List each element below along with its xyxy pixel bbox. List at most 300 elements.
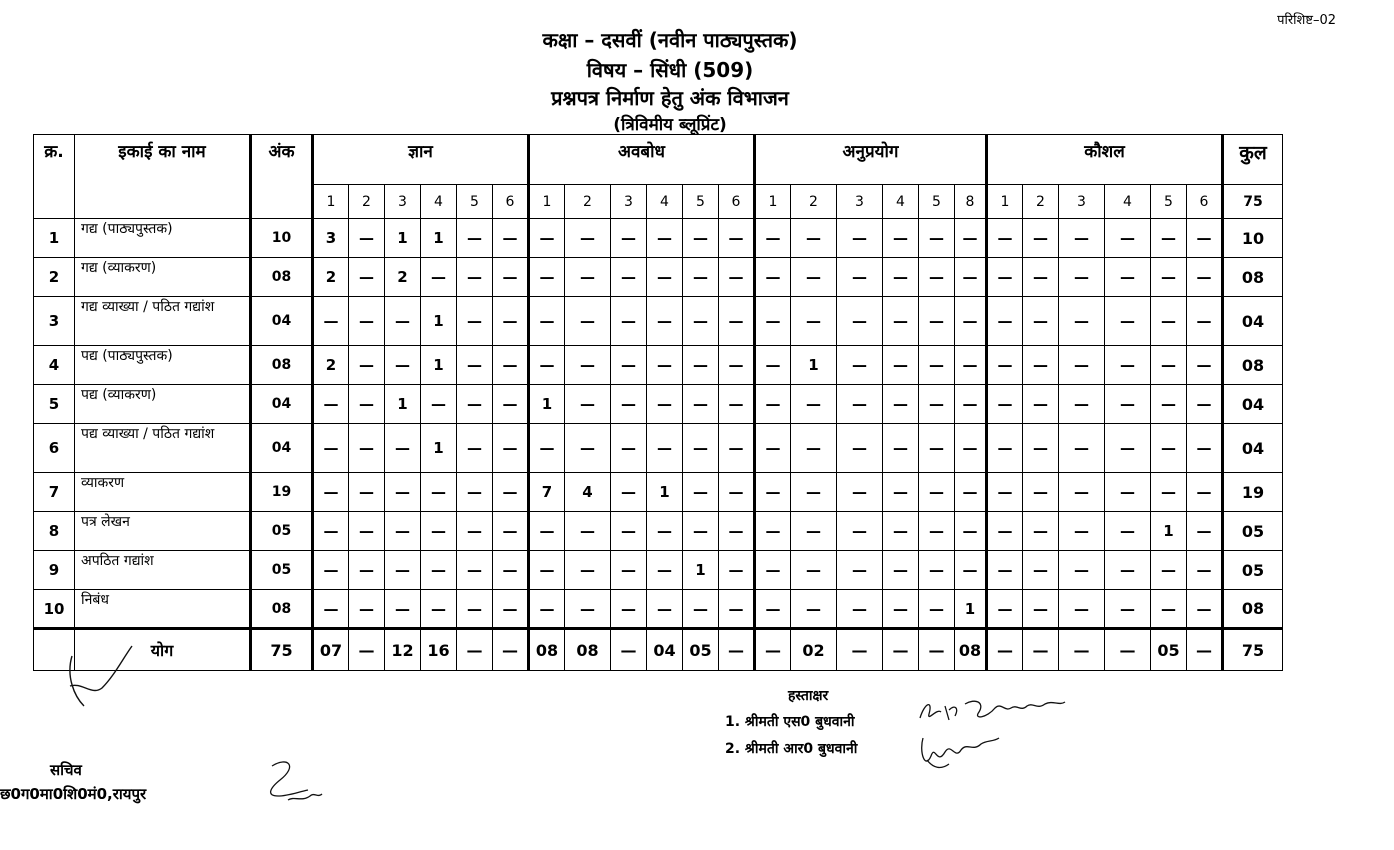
row-cell: — [647,346,683,385]
row-total: 08 [1223,258,1283,297]
row-cell: — [837,385,883,424]
row-cell: — [565,297,611,346]
row-cell: — [1059,424,1105,473]
row-cell: — [719,297,755,346]
row-total: 04 [1223,385,1283,424]
row-cell: — [1105,385,1151,424]
row-cell: — [529,512,565,551]
row-cell: — [1023,473,1059,512]
row-cell: — [647,385,683,424]
row-cell: — [457,512,493,551]
row-cell: 4 [565,473,611,512]
row-cell: — [493,297,529,346]
row-cell: — [883,590,919,629]
row-cell: 2 [385,258,421,297]
total-row-cell: 16 [421,629,457,671]
secretary-label: सचिव [50,761,82,779]
total-row-cell: 08 [529,629,565,671]
subcolumn-anuprayog-1: 1 [755,185,791,219]
row-cell: — [421,473,457,512]
row-cell: — [791,385,837,424]
row-cell: — [1059,297,1105,346]
row-unit-name: पत्र लेखन [75,512,251,551]
row-cell: — [883,551,919,590]
row-cell: — [421,512,457,551]
row-cell: — [683,258,719,297]
row-cell: — [529,590,565,629]
row-cell: — [683,297,719,346]
blueprint-subtitle: (त्रिविमीय ब्लूप्रिंट) [613,115,727,135]
subcolumn-gyan-6: 6 [493,185,529,219]
row-cell: — [385,424,421,473]
row-cell: — [955,385,987,424]
row-cell: — [955,297,987,346]
row-cell: — [529,424,565,473]
col-unit-header: इकाई का नाम [75,135,251,219]
table-row [34,258,1283,297]
row-cell: — [919,551,955,590]
row-cell: — [493,473,529,512]
row-cell: — [1105,346,1151,385]
row-cell: — [385,346,421,385]
row-cell: — [349,346,385,385]
row-cell: — [313,297,349,346]
row-cell: — [1151,258,1187,297]
row-cell: — [313,512,349,551]
subcolumn-kaushal-1: 1 [987,185,1023,219]
row-cell: — [883,512,919,551]
appendix-label: परिशिष्ट–02 [1277,13,1336,28]
row-cell: 2 [313,258,349,297]
row-unit-name: अपठित गद्यांश [75,551,251,590]
row-total: 05 [1223,551,1283,590]
row-cell: — [837,590,883,629]
row-cell: — [719,512,755,551]
row-cell: — [1105,297,1151,346]
subcolumn-kaushal-5: 5 [1151,185,1187,219]
row-cell: — [755,590,791,629]
row-cell: — [791,473,837,512]
total-row-marks: 75 [251,629,313,671]
row-cell: — [313,473,349,512]
row-cell: — [919,424,955,473]
handwritten-signature-2 [915,730,1005,774]
row-cell: — [683,590,719,629]
row-cell: — [883,258,919,297]
total-row-cell: 05 [1151,629,1187,671]
row-cell: — [837,297,883,346]
row-cell: — [493,346,529,385]
row-serial: 7 [34,473,75,512]
row-marks: 05 [251,551,313,590]
row-cell: — [565,385,611,424]
row-cell: — [349,512,385,551]
subcolumn-avbodh-5: 5 [683,185,719,219]
row-cell: 3 [313,219,349,258]
row-cell: — [883,297,919,346]
row-cell: 1 [385,385,421,424]
row-cell: — [837,512,883,551]
row-cell: — [837,219,883,258]
grand-total: 75 [1223,629,1283,671]
row-cell: — [349,258,385,297]
row-cell: — [1059,590,1105,629]
row-cell: — [987,219,1023,258]
row-cell: — [755,346,791,385]
subcolumn-kaushal-4: 4 [1105,185,1151,219]
row-cell: — [349,551,385,590]
row-cell: — [1151,424,1187,473]
row-cell: 1 [647,473,683,512]
row-cell: — [1023,385,1059,424]
row-cell: 1 [529,385,565,424]
row-cell: — [1059,551,1105,590]
row-cell: — [565,258,611,297]
row-cell: — [493,512,529,551]
row-cell: — [1059,473,1105,512]
row-total: 05 [1223,512,1283,551]
row-serial: 6 [34,424,75,473]
subcolumn-anuprayog-2: 2 [791,185,837,219]
row-cell: — [611,590,647,629]
row-cell: — [755,219,791,258]
handwritten-mark [62,636,142,716]
table-row [34,385,1283,424]
row-cell: — [837,258,883,297]
row-cell: — [1023,297,1059,346]
row-unit-name: पद्य (पाठ्यपुस्तक) [75,346,251,385]
total-row-cell: 12 [385,629,421,671]
table-row [34,219,1283,258]
row-cell: — [529,258,565,297]
group-header-avbodh: अवबोध [529,135,755,185]
row-cell: — [385,551,421,590]
row-cell: — [883,473,919,512]
row-cell: — [1151,590,1187,629]
row-marks: 04 [251,385,313,424]
row-cell: — [987,385,1023,424]
total-row-cell: 02 [791,629,837,671]
row-cell: — [421,385,457,424]
row-cell: — [837,424,883,473]
row-cell: — [1059,258,1105,297]
row-cell: — [755,385,791,424]
row-cell: — [791,297,837,346]
total-row-cell: — [1059,629,1105,671]
row-cell: — [1105,551,1151,590]
table-row [34,590,1283,629]
row-serial: 10 [34,590,75,629]
row-cell: — [493,219,529,258]
row-cell: — [719,258,755,297]
row-cell: — [955,473,987,512]
row-cell: — [457,219,493,258]
total-row-cell: — [1105,629,1151,671]
row-cell: — [955,346,987,385]
row-cell: — [565,551,611,590]
table-row [34,551,1283,590]
row-cell: — [883,346,919,385]
row-cell: — [755,424,791,473]
row-cell: — [719,385,755,424]
row-cell: 2 [313,346,349,385]
row-cell: — [1105,219,1151,258]
row-cell: — [421,590,457,629]
row-marks: 10 [251,219,313,258]
row-cell: — [647,551,683,590]
signatory-2: 2. श्रीमती आर0 बुधवानी [725,741,858,757]
row-cell: — [611,219,647,258]
subcolumn-anuprayog-4: 4 [883,185,919,219]
row-cell: — [919,385,955,424]
row-cell: — [647,512,683,551]
row-cell: — [837,551,883,590]
row-cell: — [493,258,529,297]
row-cell: — [611,551,647,590]
row-cell: — [1059,346,1105,385]
handwritten-signature-1 [915,694,1075,730]
row-cell: — [457,424,493,473]
row-cell: — [791,424,837,473]
row-cell: — [457,258,493,297]
row-cell: — [987,590,1023,629]
total-row-cell: 04 [647,629,683,671]
row-cell: — [349,590,385,629]
row-cell: — [987,424,1023,473]
row-cell: — [837,473,883,512]
row-cell: — [313,590,349,629]
row-serial: 9 [34,551,75,590]
row-cell: — [565,346,611,385]
row-cell: — [493,551,529,590]
total-row-cell: — [987,629,1023,671]
col-sno-header: क्र. [34,135,75,219]
row-cell: — [1059,385,1105,424]
row-cell: — [611,512,647,551]
row-cell: — [719,473,755,512]
row-cell: — [1023,258,1059,297]
row-cell: — [1187,424,1223,473]
row-cell: — [1105,424,1151,473]
row-serial: 1 [34,219,75,258]
row-cell: — [493,385,529,424]
row-cell: — [611,385,647,424]
row-cell: — [837,346,883,385]
row-cell: — [883,219,919,258]
subcolumn-gyan-5: 5 [457,185,493,219]
row-cell: — [883,385,919,424]
row-cell: — [385,297,421,346]
row-cell: — [349,385,385,424]
row-cell: — [919,346,955,385]
subcolumn-anuprayog-6: 8 [955,185,987,219]
row-cell: — [1105,473,1151,512]
row-total: 10 [1223,219,1283,258]
row-marks: 19 [251,473,313,512]
blueprint-table [33,134,1283,671]
row-cell: — [755,551,791,590]
table-row [34,297,1283,346]
row-total: 08 [1223,590,1283,629]
subject-title: विषय – सिंधी (509) [586,58,754,82]
row-cell: — [719,424,755,473]
row-cell: — [955,551,987,590]
class-title: कक्षा – दसवीं (नवीन पाठ्यपुस्तक) [542,28,798,52]
row-cell: — [529,219,565,258]
row-cell: 7 [529,473,565,512]
header-total-value: 75 [1223,185,1283,219]
row-cell: 1 [955,590,987,629]
row-cell: — [987,346,1023,385]
row-marks: 04 [251,297,313,346]
row-cell: 1 [421,297,457,346]
subcolumn-kaushal-6: 6 [1187,185,1223,219]
row-cell: — [493,424,529,473]
row-cell: — [883,424,919,473]
row-cell: — [987,473,1023,512]
row-cell: — [457,551,493,590]
row-cell: — [313,385,349,424]
row-cell: — [919,219,955,258]
row-cell: — [529,297,565,346]
row-cell: 1 [791,346,837,385]
row-cell: 1 [421,219,457,258]
subcolumn-anuprayog-5: 5 [919,185,955,219]
row-cell: — [1023,424,1059,473]
row-serial: 3 [34,297,75,346]
row-cell: — [349,424,385,473]
row-cell: — [1151,551,1187,590]
row-cell: — [719,551,755,590]
row-cell: — [683,424,719,473]
row-cell: — [1105,590,1151,629]
row-marks: 08 [251,258,313,297]
row-cell: — [719,219,755,258]
row-cell: 1 [421,424,457,473]
row-cell: — [565,219,611,258]
total-row-cell: 08 [955,629,987,671]
row-cell: — [683,346,719,385]
total-row-cell: — [1023,629,1059,671]
row-cell: — [611,297,647,346]
row-cell: — [1187,385,1223,424]
signatory-1: 1. श्रीमती एस0 बुधवानी [725,714,855,730]
total-row-cell: — [457,629,493,671]
row-cell: — [647,258,683,297]
row-marks: 04 [251,424,313,473]
row-cell: — [1151,385,1187,424]
row-serial: 5 [34,385,75,424]
row-cell: — [421,258,457,297]
row-cell: — [919,512,955,551]
row-unit-name: पद्य व्याख्या / पठित गद्यांश [75,424,251,473]
row-cell: — [755,473,791,512]
row-cell: — [565,512,611,551]
row-cell: — [919,297,955,346]
row-cell: — [457,473,493,512]
subcolumn-gyan-3: 3 [385,185,421,219]
handwritten-secretary-signature [258,756,328,808]
table-row [34,346,1283,385]
row-cell: — [1023,512,1059,551]
row-cell: — [457,297,493,346]
row-cell: — [647,590,683,629]
table-row [34,512,1283,551]
row-cell: — [611,346,647,385]
group-header-gyan: ज्ञान [313,135,529,185]
row-cell: — [1059,219,1105,258]
row-marks: 08 [251,590,313,629]
row-cell: — [955,258,987,297]
subcolumn-avbodh-6: 6 [719,185,755,219]
total-row-cell: — [349,629,385,671]
subcolumn-gyan-4: 4 [421,185,457,219]
row-marks: 08 [251,346,313,385]
col-marks-header: अंक [251,135,313,219]
row-marks: 05 [251,512,313,551]
total-row-cell: — [837,629,883,671]
row-cell: — [1187,551,1223,590]
row-cell: — [987,297,1023,346]
row-unit-name: गद्य व्याख्या / पठित गद्यांश [75,297,251,346]
row-cell: — [919,590,955,629]
row-cell: — [791,551,837,590]
row-cell: — [719,346,755,385]
row-cell: — [1187,590,1223,629]
row-cell: — [611,473,647,512]
row-cell: — [1105,258,1151,297]
row-total: 08 [1223,346,1283,385]
row-cell: — [987,551,1023,590]
row-cell: — [955,512,987,551]
row-cell: — [647,297,683,346]
total-row-cell: 08 [565,629,611,671]
row-cell: — [1023,590,1059,629]
row-cell: — [611,424,647,473]
subcolumn-gyan-1: 1 [313,185,349,219]
total-row-cell: — [493,629,529,671]
row-cell: 1 [683,551,719,590]
row-unit-name: गद्य (व्याकरण) [75,258,251,297]
subcolumn-anuprayog-3: 3 [837,185,883,219]
total-row-cell: — [719,629,755,671]
row-cell: — [683,219,719,258]
office-label: छ0ग0मा0शि0मं0,रायपुर [0,785,147,803]
row-cell: — [755,297,791,346]
row-total: 04 [1223,297,1283,346]
subcolumn-kaushal-3: 3 [1059,185,1105,219]
total-row-label: योग [75,629,251,671]
row-cell: — [683,512,719,551]
row-cell: — [1187,219,1223,258]
row-cell: — [611,258,647,297]
col-total-header: कुल [1223,135,1283,185]
row-cell: — [791,590,837,629]
subcolumn-avbodh-2: 2 [565,185,611,219]
total-row-cell: — [755,629,791,671]
row-unit-name: निबंध [75,590,251,629]
total-row-cell: — [611,629,647,671]
row-cell: — [565,424,611,473]
subcolumn-kaushal-2: 2 [1023,185,1059,219]
row-cell: — [791,219,837,258]
row-cell: 1 [1151,512,1187,551]
row-cell: — [421,551,457,590]
row-cell: — [683,385,719,424]
row-serial: 4 [34,346,75,385]
table-row [34,424,1283,473]
row-serial: 8 [34,512,75,551]
